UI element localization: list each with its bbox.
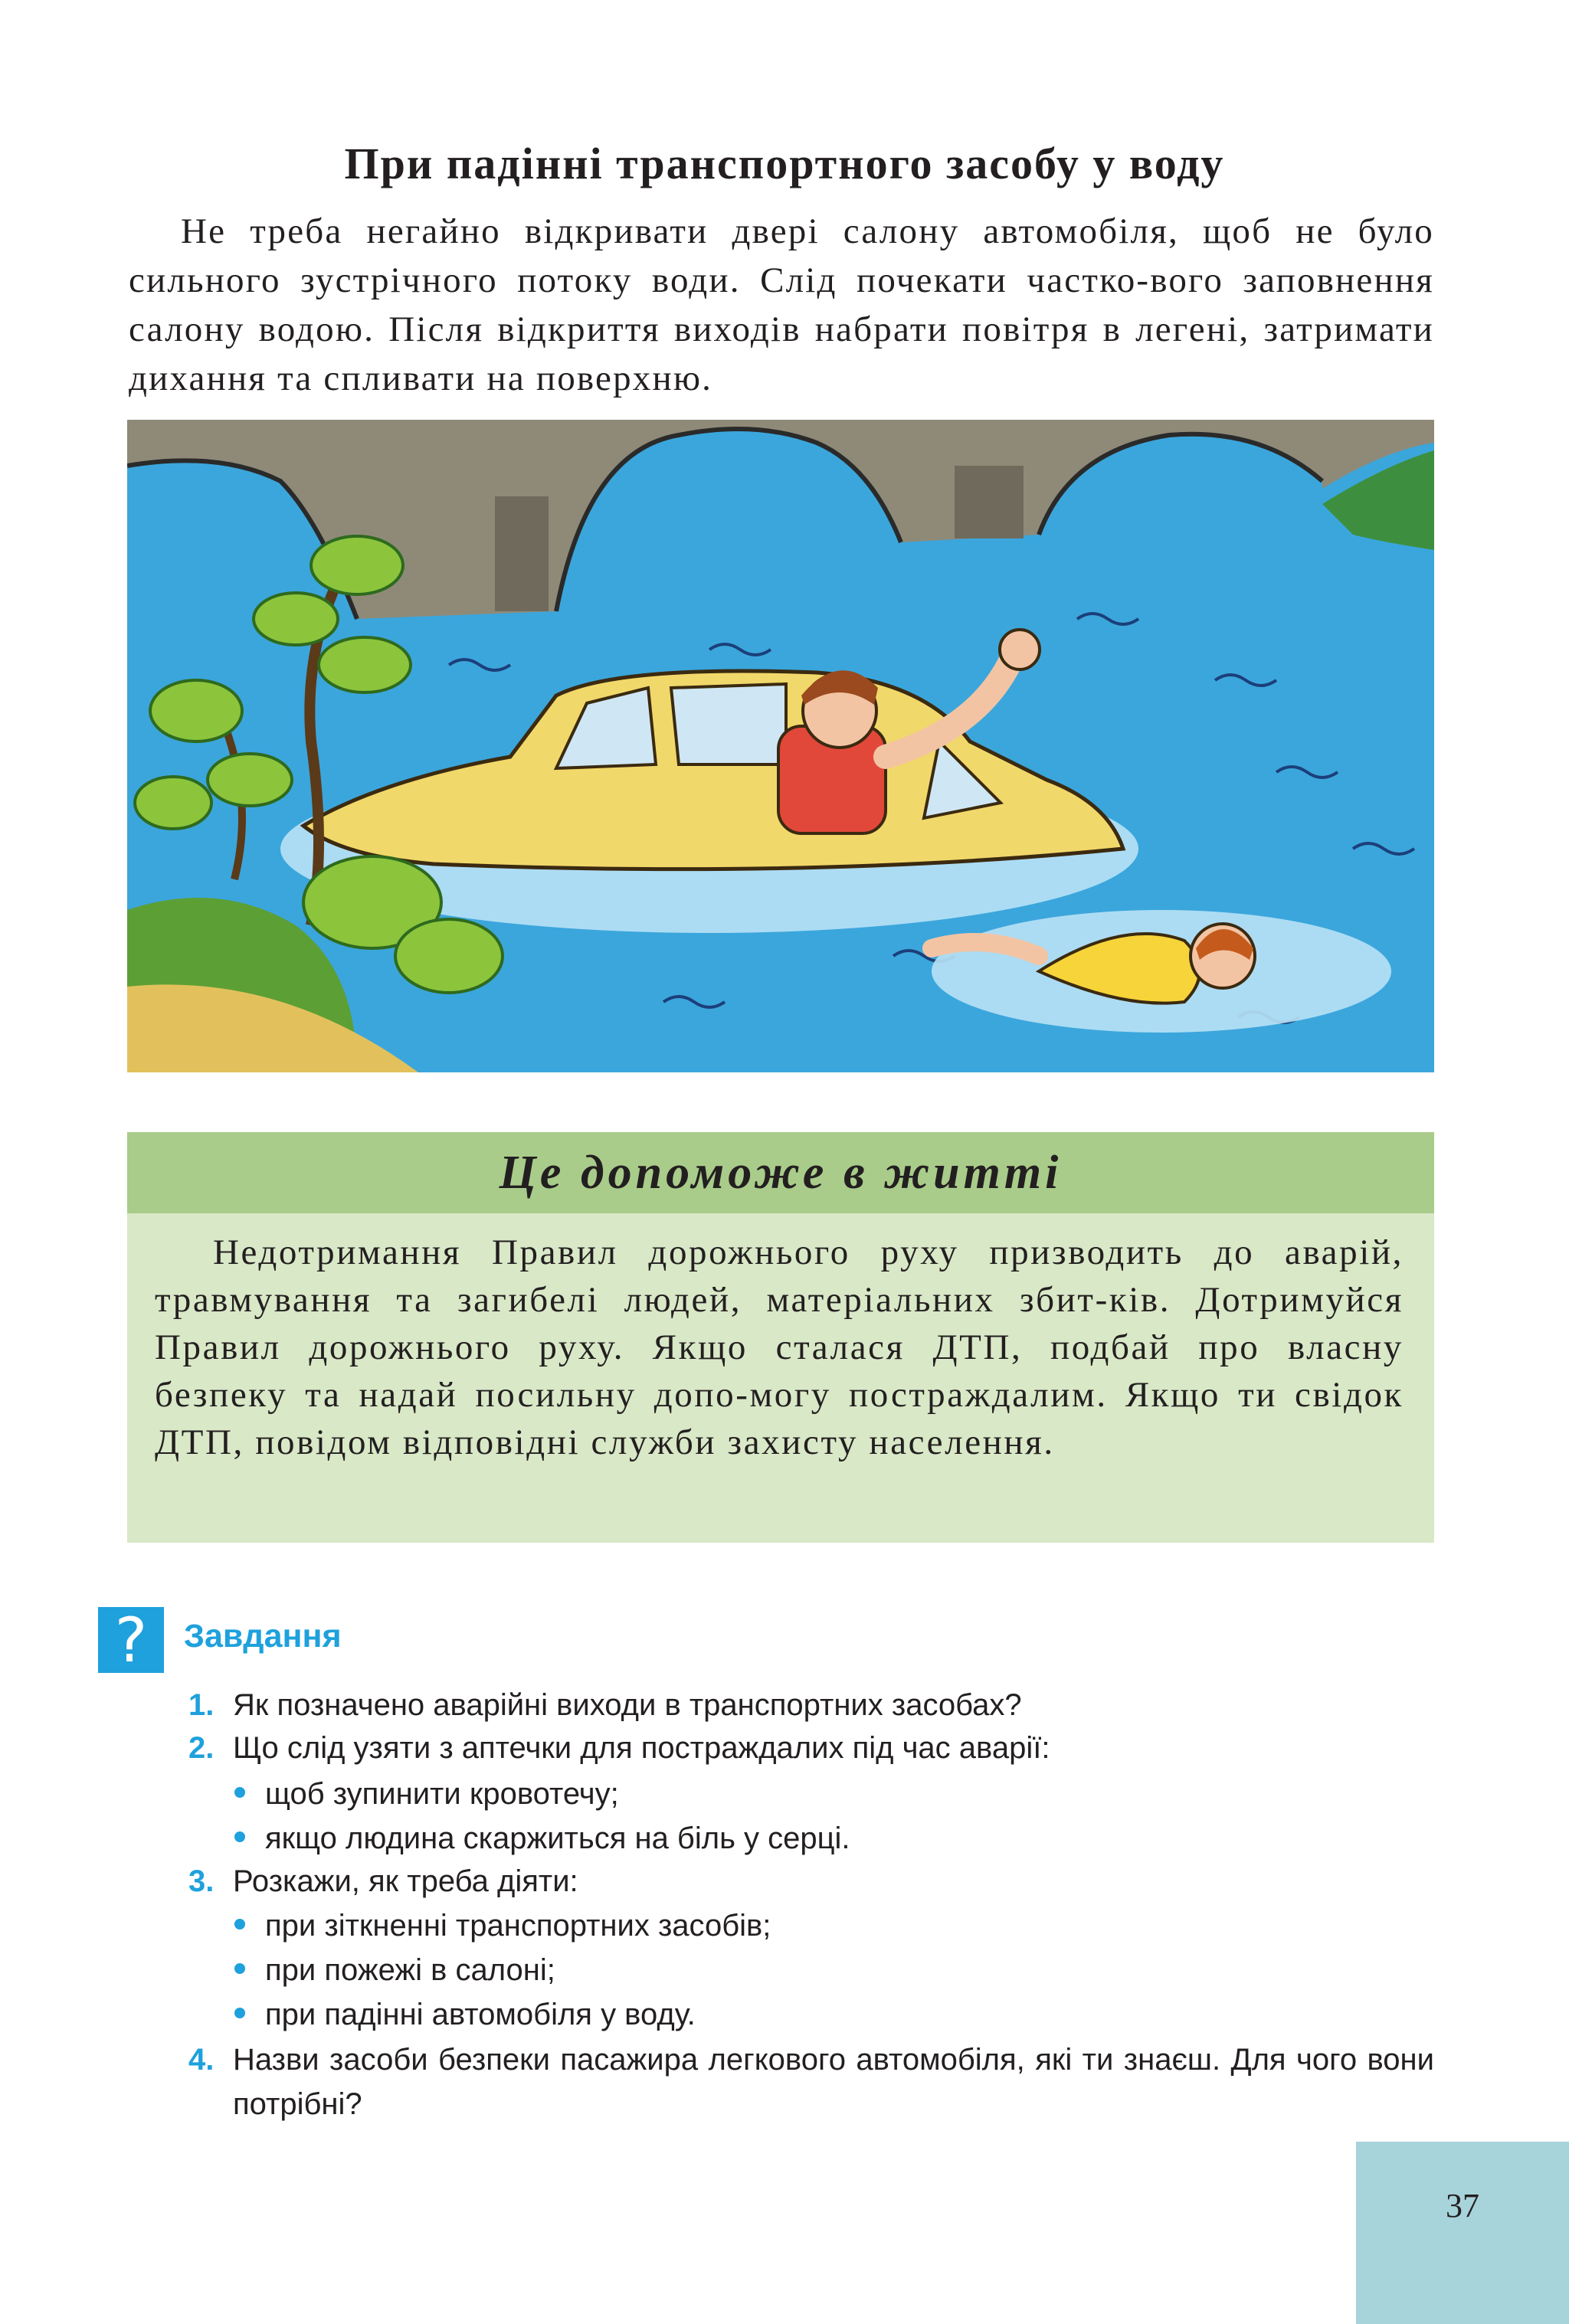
task-text: Назви засоби безпеки пасажира легкового автомобіля, які ти знаєш. Для чого вони потрібні?: [233, 2043, 1434, 2121]
task-item-4: [188, 2038, 1434, 2126]
task-text: Як позначено аварійні виходи в транспортних засобах?: [233, 1688, 1022, 1722]
task-2-bullet-2: [234, 1820, 850, 1857]
task-3-bullet-2: [234, 1952, 555, 1988]
bullet-icon: [234, 1831, 245, 1842]
bullet-text: при падінні автомобіля у воду.: [265, 1998, 696, 2031]
bullet-text: якщо людина скаржиться на біль у серці.: [265, 1822, 850, 1855]
task-item-2: [188, 1730, 1050, 1766]
task-2-bullet-1: [234, 1776, 619, 1812]
task-number: 2.: [188, 1731, 215, 1765]
page-number-tab: [1356, 2142, 1569, 2324]
task-3-bullet-1: [234, 1907, 771, 1944]
task-number: 3.: [188, 1864, 215, 1898]
bullet-text: при зіткненні транспортних засобів;: [265, 1909, 771, 1943]
illustration-car-in-water: [127, 420, 1434, 1072]
task-item-1: [188, 1687, 1022, 1723]
tasks-title: Завдання: [184, 1618, 342, 1655]
task-text: Що слід узяти з аптечки для постраждалих під час аварії:: [233, 1731, 1050, 1765]
task-number: 1.: [188, 1688, 215, 1722]
task-item-3: [188, 1863, 578, 1900]
bullet-text: при пожежі в салоні;: [265, 1953, 555, 1987]
task-number: 4.: [188, 2043, 215, 2077]
info-box-text: Недотримання Правил дорожнього руху призводить до аварій, травмування та загибелі людей, матеріальних збит-ків. Дотримуйся Правил дорожнього руху. Якщо сталася ДТП, подбай про власну безпеку та надай посильну допо-могу постраждалим. Якщо ти свідок ДТП, повідом відповідні служби захисту населення.: [155, 1232, 1404, 1462]
page-number: 37: [1446, 2187, 1479, 2224]
bullet-icon: [234, 1787, 245, 1798]
question-icon: ?: [98, 1607, 164, 1673]
task-text: Розкажи, як треба діяти:: [233, 1864, 578, 1898]
bullet-text: щоб зупинити кровотечу;: [265, 1777, 619, 1811]
info-box-title: Це допоможе в житті: [127, 1132, 1434, 1213]
bullet-icon: [234, 1963, 245, 1974]
section-title: При падінні транспортного засобу у воду: [344, 139, 1225, 188]
task-3-bullet-3: [234, 1996, 696, 2033]
bullet-icon: [234, 1919, 245, 1930]
bullet-icon: [234, 2008, 245, 2018]
info-box: [127, 1132, 1434, 1543]
intro-paragraph: Не треба негайно відкривати двері салону автомобіля, щоб не було сильного зустрічного потоку води. Слід почекати частко-вого заповнення салону водою. Після відкриття виходів набрати повітря в легені, затримати дихання та спливати на поверхню.: [129, 211, 1434, 398]
